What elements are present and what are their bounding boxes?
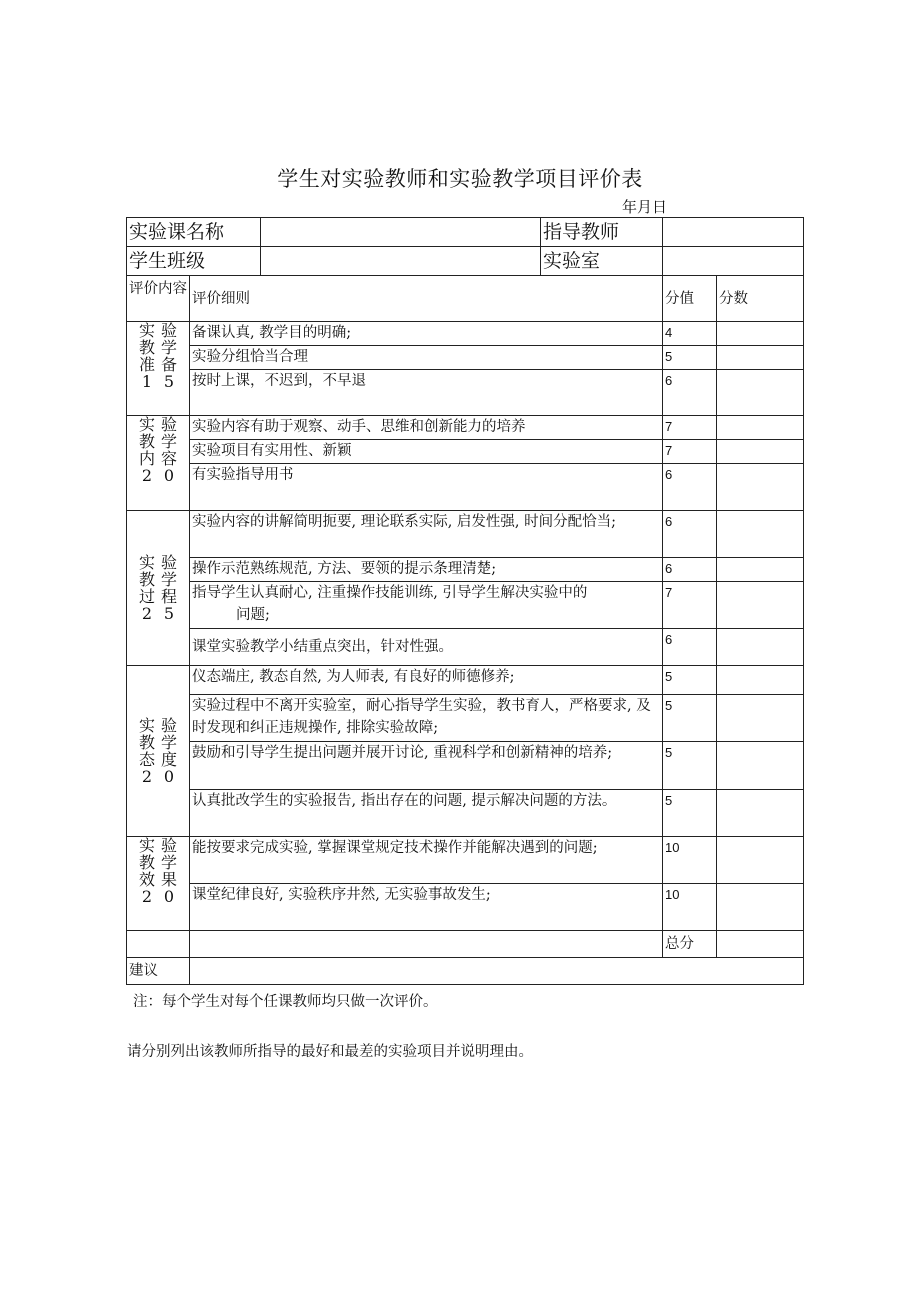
score-cell[interactable]	[717, 837, 804, 884]
score-cell[interactable]	[717, 742, 804, 790]
criterion-value: 6	[663, 370, 717, 416]
cat-char: 验	[160, 415, 177, 434]
criterion-text: 课堂实验教学小结重点突出，针对性强。	[190, 629, 663, 666]
cat-char: 学	[160, 853, 177, 872]
criterion-text: 操作示范熟练规范, 方法、要领的提示条理清楚;	[190, 558, 663, 582]
cat-char: 5	[163, 372, 175, 391]
criterion-value: 10	[663, 884, 717, 931]
criterion-text: 按时上课，不迟到，不早退	[190, 370, 663, 416]
criterion-text: 仪态端庄, 教态自然, 为人师表, 有良好的师德修养;	[190, 666, 663, 695]
category-effect	[127, 837, 190, 931]
cat-char: 教	[138, 853, 155, 872]
criterion-text: 课堂纪律良好, 实验秩序井然, 无实验事故发生;	[190, 884, 663, 931]
score-cell[interactable]	[717, 695, 804, 742]
criterion-text	[190, 582, 663, 629]
score-cell[interactable]	[717, 884, 804, 931]
course-name-label: 实验课名称	[127, 218, 261, 247]
cat-char: 备	[160, 355, 177, 374]
cat-char: 学	[160, 733, 177, 752]
suggestion-field[interactable]	[190, 958, 804, 985]
cat-char: 过	[138, 587, 155, 606]
class-label: 学生班级	[127, 247, 261, 276]
score-cell[interactable]	[717, 790, 804, 837]
cat-char: 果	[160, 870, 177, 889]
cat-char: 教	[138, 432, 155, 451]
criterion-text: 鼓励和引导学生提出问题并展开讨论, 重视科学和创新精神的培养;	[190, 742, 663, 790]
cat-char: 验	[160, 321, 177, 340]
criterion-text-line2: 问题;	[236, 607, 270, 623]
criterion-value: 6	[663, 629, 717, 666]
header-content	[127, 276, 190, 322]
suggestion-label: 建议	[127, 958, 190, 985]
cat-char: 实	[138, 836, 155, 855]
cat-char: 0	[163, 767, 175, 786]
criterion-text: 实验项目有实用性、新颖	[190, 440, 663, 464]
category-content	[127, 416, 190, 511]
criterion-value: 6	[663, 511, 717, 558]
cat-char: 2	[141, 604, 153, 623]
criterion-value: 7	[663, 416, 717, 440]
cat-char: 学	[160, 338, 177, 357]
teacher-label: 指导教师	[541, 218, 663, 247]
score-cell[interactable]	[717, 322, 804, 346]
cat-char: 程	[160, 587, 177, 606]
score-cell[interactable]	[717, 629, 804, 666]
cat-char: 态	[138, 750, 155, 769]
course-name-field[interactable]	[261, 218, 541, 247]
cat-char: 教	[138, 338, 155, 357]
cat-char: 教	[138, 733, 155, 752]
footnote: 注：每个学生对每个任课教师均只做一次评价。	[133, 994, 438, 1010]
teacher-field[interactable]	[663, 218, 804, 247]
criterion-text: 实验分组恰当合理	[190, 346, 663, 370]
score-cell[interactable]	[717, 370, 804, 416]
criterion-text: 能按要求完成实验, 掌握课堂规定技术操作并能解决遇到的问题;	[190, 837, 663, 884]
score-cell[interactable]	[717, 558, 804, 582]
criterion-text: 实验过程中不离开实验室，耐心指导学生实验，教书育人，严格要求, 及时发现和纠正违规操作, 排除实验故障;	[190, 695, 663, 742]
criterion-value: 4	[663, 322, 717, 346]
total-blank-detail	[190, 931, 663, 958]
lab-label: 实验室	[541, 247, 663, 276]
header-score: 分数	[717, 276, 804, 322]
cat-char: 效	[138, 870, 155, 889]
request-text: 请分别列出该教师所指导的最好和最差的实验项目并说明理由。	[127, 1044, 533, 1060]
score-cell[interactable]	[717, 464, 804, 511]
criterion-value: 6	[663, 464, 717, 511]
criterion-value: 5	[663, 742, 717, 790]
cat-char: 容	[160, 449, 177, 468]
total-label: 总分	[663, 931, 717, 958]
header-value: 分值	[663, 276, 717, 322]
cat-char: 验	[160, 836, 177, 855]
criterion-value: 5	[663, 695, 717, 742]
score-cell[interactable]	[717, 346, 804, 370]
criterion-value: 5	[663, 666, 717, 695]
cat-char: 0	[163, 887, 175, 906]
cat-char: 实	[138, 415, 155, 434]
cat-char: 实	[138, 553, 155, 572]
cat-char: 教	[138, 570, 155, 589]
cat-char: 1	[141, 372, 153, 391]
score-cell[interactable]	[717, 666, 804, 695]
page-title: 学生对实验教师和实验教学项目评价表	[277, 167, 643, 191]
criterion-text: 实验内容的讲解简明扼要, 理论联系实际, 启发性强, 时间分配恰当;	[190, 511, 663, 558]
date-label: 年月日	[622, 198, 668, 216]
criterion-value: 7	[663, 582, 717, 629]
cat-char: 学	[160, 570, 177, 589]
cat-char: 2	[141, 887, 153, 906]
criterion-value: 5	[663, 790, 717, 837]
total-score-field[interactable]	[717, 931, 804, 958]
cat-char: 实	[138, 716, 155, 735]
header-detail: 评价细则	[190, 276, 663, 322]
criterion-value: 6	[663, 558, 717, 582]
score-cell[interactable]	[717, 511, 804, 558]
cat-char: 验	[160, 716, 177, 735]
cat-char: 5	[163, 604, 175, 623]
criterion-text: 实验内容有助于观察、动手、思维和创新能力的培养	[190, 416, 663, 440]
score-cell[interactable]	[717, 582, 804, 629]
class-field[interactable]	[261, 247, 541, 276]
cat-char: 0	[163, 466, 175, 485]
score-cell[interactable]	[717, 416, 804, 440]
criterion-text: 有实验指导用书	[190, 464, 663, 511]
criterion-text: 备课认真, 教学目的明确;	[190, 322, 663, 346]
header-content-label: 评价内容	[129, 281, 187, 297]
cat-char: 验	[160, 553, 177, 572]
total-blank	[127, 931, 190, 958]
criterion-text: 认真批改学生的实验报告, 指出存在的问题, 提示解决问题的方法。	[190, 790, 663, 837]
cat-char: 内	[138, 449, 155, 468]
cat-char: 实	[138, 321, 155, 340]
cat-char: 准	[138, 355, 155, 374]
cat-char: 学	[160, 432, 177, 451]
lab-field[interactable]	[663, 247, 804, 276]
evaluation-table	[126, 217, 804, 985]
criterion-value: 5	[663, 346, 717, 370]
cat-char: 2	[141, 466, 153, 485]
score-cell[interactable]	[717, 440, 804, 464]
category-attitude	[127, 666, 190, 837]
criterion-value: 10	[663, 837, 717, 884]
criterion-value: 7	[663, 440, 717, 464]
criterion-text-line1: 指导学生认真耐心, 注重操作技能训练, 引导学生解决实验中的	[192, 585, 588, 601]
category-process	[127, 511, 190, 666]
category-preparation	[127, 322, 190, 416]
cat-char: 度	[160, 750, 177, 769]
cat-char: 2	[141, 767, 153, 786]
